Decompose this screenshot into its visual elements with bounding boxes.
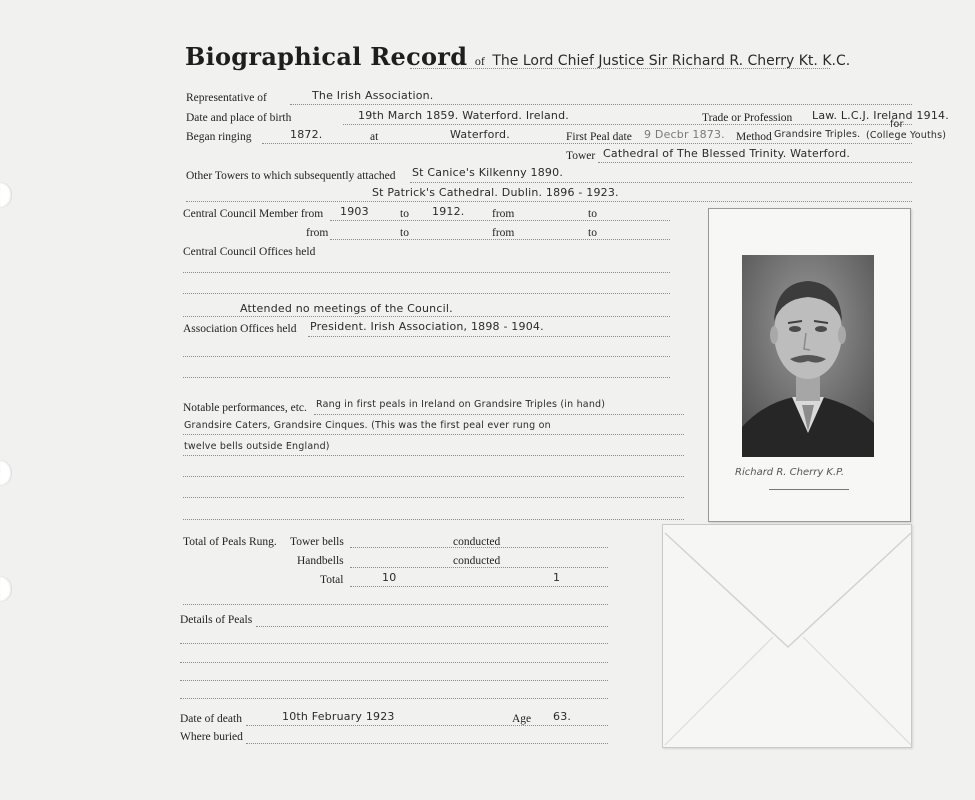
- rule: [343, 124, 912, 125]
- representative-label: Representative of: [186, 92, 267, 104]
- title-rule: [410, 68, 830, 69]
- cc-to3-label: to: [400, 227, 409, 239]
- tower-value: Cathedral of The Blessed Trinity. Waterford.: [603, 147, 851, 160]
- trade-value: Law. L.C.J. Ireland 1914.: [812, 109, 949, 122]
- at-label: at: [370, 131, 379, 143]
- rule: [410, 182, 912, 183]
- caption-rule: [769, 489, 849, 490]
- record-title: Biographical Record: [185, 42, 468, 71]
- portrait-illustration: [742, 255, 874, 457]
- began-label: Began ringing: [186, 131, 252, 143]
- representative-value: The Irish Association.: [312, 89, 434, 102]
- cc-from3-label: from: [306, 227, 329, 239]
- total-label: Total: [320, 574, 344, 586]
- cc-from2-label: from: [492, 208, 515, 220]
- cc-offices-label: Central Council Offices held: [183, 246, 316, 258]
- rule: [183, 316, 670, 317]
- cc-to-value: 1912.: [432, 205, 465, 218]
- assoc-offices-value: President. Irish Association, 1898 - 1904.: [310, 320, 544, 333]
- subject-name: The Lord Chief Justice Sir Richard R. Cherry Kt. K.C.: [492, 53, 851, 69]
- hand-conducted-label: conducted: [453, 555, 501, 567]
- began-year: 1872.: [290, 128, 323, 141]
- punch-hole: [0, 182, 12, 208]
- rule: [183, 377, 670, 378]
- method-note-for: for: [890, 119, 904, 130]
- punch-hole: [0, 460, 12, 486]
- rule: [350, 567, 608, 568]
- tower-conducted-label: conducted: [453, 536, 501, 548]
- age-label: Age: [512, 713, 532, 725]
- rule: [330, 239, 670, 240]
- rule: [314, 414, 684, 415]
- rule: [180, 680, 608, 681]
- cc-to2-label: to: [588, 208, 597, 220]
- assoc-offices-label: Association Offices held: [183, 323, 297, 335]
- rule: [330, 220, 670, 221]
- rule: [180, 643, 608, 644]
- punch-hole: [0, 576, 12, 602]
- cc-to-label: to: [400, 208, 409, 220]
- handbells-label: Handbells: [297, 555, 344, 567]
- method-value: Grandsire Triples.: [774, 129, 861, 140]
- record-title-row: [185, 42, 850, 71]
- rule: [183, 604, 608, 605]
- rule: [186, 201, 912, 202]
- rule: [183, 497, 684, 498]
- cc-offices-note: Attended no meetings of the Council.: [240, 302, 453, 315]
- total-conducted-value: 1: [553, 571, 561, 584]
- other-towers-value-1: St Canice's Kilkenny 1890.: [412, 166, 564, 179]
- tower-label: Tower: [566, 150, 596, 162]
- rule: [290, 104, 912, 105]
- notable-value-3: twelve bells outside England): [184, 441, 330, 452]
- rule: [246, 725, 608, 726]
- rule: [180, 698, 608, 699]
- first-peal-label: First Peal date: [566, 131, 632, 143]
- rule: [183, 519, 684, 520]
- age-value: 63.: [553, 710, 572, 723]
- portrait-card: [708, 208, 911, 522]
- rule: [256, 626, 608, 627]
- other-towers-value-2: St Patrick's Cathedral. Dublin. 1896 - 1923.: [372, 186, 619, 199]
- date-of-death-label: Date of death: [180, 713, 242, 725]
- birth-value: 19th March 1859. Waterford. Ireland.: [358, 109, 569, 122]
- total-tower-value: 10: [382, 571, 397, 584]
- method-label: Method: [736, 131, 772, 143]
- began-place: Waterford.: [450, 128, 510, 141]
- envelope: [662, 524, 912, 748]
- where-buried-label: Where buried: [180, 731, 243, 743]
- portrait-photo: [742, 255, 874, 457]
- rule: [183, 293, 670, 294]
- method-note: (College Youths): [866, 130, 947, 141]
- rule: [183, 455, 684, 456]
- title-of: of: [474, 54, 485, 68]
- cc-member-label: Central Council Member from: [183, 208, 324, 220]
- rule: [246, 743, 608, 744]
- notable-value-1: Rang in first peals in Ireland on Grandsire Triples (in hand): [316, 399, 606, 410]
- portrait-caption: Richard R. Cherry K.P.: [735, 467, 844, 478]
- details-label: Details of Peals: [180, 614, 253, 626]
- trade-label: Trade or Profession: [702, 112, 793, 124]
- rule: [183, 272, 670, 273]
- rule: [183, 434, 684, 435]
- date-of-death-value: 10th February 1923: [282, 710, 395, 723]
- envelope-flap-illustration: [663, 525, 913, 749]
- rule: [262, 143, 912, 144]
- total-peals-label: Total of Peals Rung.: [183, 536, 277, 548]
- cc-from4-label: from: [492, 227, 515, 239]
- cc-from-value: 1903: [340, 205, 369, 218]
- first-peal-date: 9 Decbr 1873.: [644, 128, 725, 141]
- notable-value-2: Grandsire Caters, Grandsire Cinques. (This was the first peal ever rung on: [184, 420, 551, 431]
- rule: [598, 162, 912, 163]
- cc-to4-label: to: [588, 227, 597, 239]
- rule: [308, 336, 670, 337]
- other-towers-label: Other Towers to which subsequently attached: [186, 170, 396, 182]
- rule: [350, 586, 608, 587]
- rule: [180, 662, 608, 663]
- rule: [183, 476, 684, 477]
- tower-bells-label: Tower bells: [290, 536, 344, 548]
- rule: [183, 356, 670, 357]
- birth-label: Date and place of birth: [186, 112, 292, 124]
- notable-label: Notable performances, etc.: [183, 402, 307, 414]
